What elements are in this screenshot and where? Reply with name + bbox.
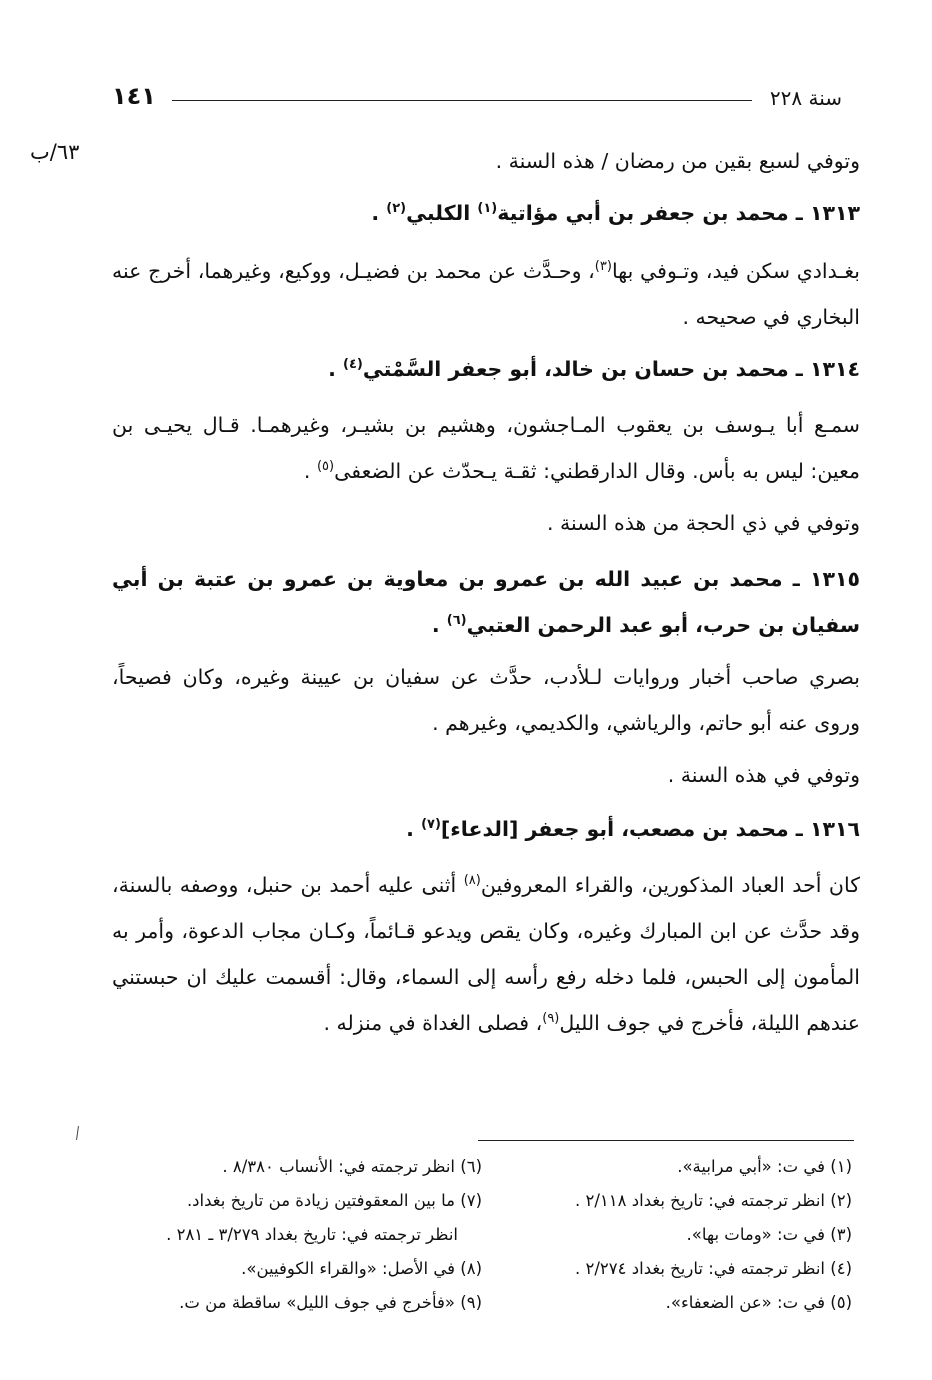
footnote: (٦) انظر ترجمته في: الأنساب ٨/٣٨٠ . bbox=[222, 1157, 482, 1176]
punctuation: . bbox=[328, 357, 344, 381]
entry-title-text: ١٣١٦ ـ محمد بن مصعب، أبو جعفر [الدعاء] bbox=[440, 817, 860, 841]
footnote-ref: (٢) bbox=[386, 201, 407, 217]
footnote-ref: (٣) bbox=[594, 259, 612, 275]
year-heading: سنة ٢٢٨ bbox=[769, 86, 842, 110]
text-run: بغـدادي سكن فيد، وتـوفي بها bbox=[611, 259, 860, 283]
footnote-ref: (٦) bbox=[446, 613, 467, 629]
footnote: (٩) «فأخرج في جوف الليل» ساقطة من ت. bbox=[179, 1293, 482, 1312]
page-number: ١٤١ bbox=[112, 82, 156, 110]
paragraph bbox=[112, 402, 860, 494]
entry-heading-1313 bbox=[112, 190, 860, 236]
text-line: وتوفي لسبع بقين من رمضان / هذه السنة . bbox=[495, 149, 860, 173]
paragraph bbox=[112, 654, 860, 746]
text-line: وتوفي في هذه السنة . bbox=[667, 763, 860, 787]
paragraph bbox=[112, 500, 860, 546]
footnotes-right-column bbox=[512, 1150, 852, 1320]
entry-title-text: ١٣١٣ ـ محمد بن جعفر بن أبي مؤاتية bbox=[497, 201, 860, 225]
header-rule bbox=[172, 100, 752, 101]
footnote-ref: (١) bbox=[477, 201, 498, 217]
footnote-ref: (٥) bbox=[316, 459, 335, 475]
text-run: سمـع أبا يـوسف بن يعقوب المـاجشون، وهشيم بن بشيـر، وغيرهمـا. قـال يحيـى بن معين: ليس به بأس. وقال الدارقطني: ثقـة يـحدّث عن الضعفى bbox=[112, 413, 860, 483]
paragraph bbox=[112, 248, 860, 340]
entry-title-text: ١٣١٥ ـ محمد بن عبيد الله بن عمرو بن معاوية بن عمرو بن عتبة بن أبي سفيان بن حرب، أبو عبد الرحمن العتبي bbox=[112, 567, 860, 637]
folio-margin-note: ٦٣/ب bbox=[30, 140, 80, 164]
footnote: (٧) ما بين المعقوفتين زيادة من تاريخ بغداد. bbox=[186, 1191, 482, 1210]
entry-title-text: الكلبي bbox=[406, 201, 478, 225]
footnote: (٤) انظر ترجمته في: تاريخ بغداد ٢/٢٧٤ . bbox=[575, 1259, 852, 1278]
footnote-ref: (٩) bbox=[542, 1011, 560, 1027]
text-run: ، فصلى الغداة في منزله . bbox=[323, 1011, 543, 1035]
footnote: (٣) في ت: «ومات بها». bbox=[686, 1225, 852, 1244]
entry-heading-1315 bbox=[112, 556, 860, 648]
footnote-ref: (٨) bbox=[463, 873, 481, 889]
paragraph bbox=[112, 862, 860, 1046]
text-run: أثنى عليه أحمد بن حنبل، ووصفه بالسنة، وقد حدَّث عن ابن المبارك وغيره، وكان يقص ويدعو قـائماً، وكـان مجاب الدعوة، وأمر به المأمون إلى الحبس، فلما دخله رفع رأسه إلى السماء، وقال: أقسمت عليك ان حبستني عندهم الليلة، فأخرج في جوف الليل bbox=[112, 873, 860, 1035]
footnote: انظر ترجمته في: تاريخ بغداد ٣/٢٧٩ ـ ٢٨١ . bbox=[166, 1225, 458, 1244]
paragraph bbox=[112, 138, 860, 184]
entry-heading-1314 bbox=[112, 346, 860, 392]
footnote: (١) في ت: «أبي مرابية». bbox=[677, 1157, 852, 1176]
punctuation: . bbox=[406, 817, 422, 841]
text-run: كان أحد العباد المذكورين، والقراء المعروفين bbox=[480, 873, 860, 897]
footnote: (٨) في الأصل: «والقراء الكوفيين». bbox=[241, 1259, 482, 1278]
entry-heading-1316 bbox=[112, 806, 860, 852]
footnote: (٥) في ت: «عن الضعفاء». bbox=[665, 1293, 852, 1312]
footnote-ref: (٤) bbox=[343, 357, 363, 373]
stray-mark bbox=[76, 1126, 79, 1140]
punctuation: . bbox=[303, 459, 317, 483]
entry-title-text: ١٣١٤ ـ محمد بن حسان بن خالد، أبو جعفر السَّمْتي bbox=[362, 357, 860, 381]
punctuation: . bbox=[431, 613, 447, 637]
text-run: ، وحـدَّث عن محمد بن فضيـل، ووكيع، وغيرهما، أخرج عنه البخاري في صحيحه . bbox=[112, 259, 860, 329]
footnote-ref: (٧) bbox=[421, 817, 441, 833]
paragraph bbox=[112, 752, 860, 798]
footnote: (٢) انظر ترجمته في: تاريخ بغداد ٢/١١٨ . bbox=[575, 1191, 852, 1210]
footnote-separator bbox=[478, 1140, 854, 1141]
text-run: بصري صاحب أخبار وروايات لـلأدب، حدَّث عن سفيان بن عيينة وغيره، وكان فصيحاً، وروى عنه أبو حاتم، والرياشي، والكديمي، وغيرهم . bbox=[112, 665, 860, 735]
punctuation: . bbox=[371, 201, 387, 225]
running-header bbox=[112, 82, 842, 122]
text-line: وتوفي في ذي الحجة من هذه السنة . bbox=[547, 511, 860, 535]
footnotes-left-column bbox=[122, 1150, 482, 1320]
